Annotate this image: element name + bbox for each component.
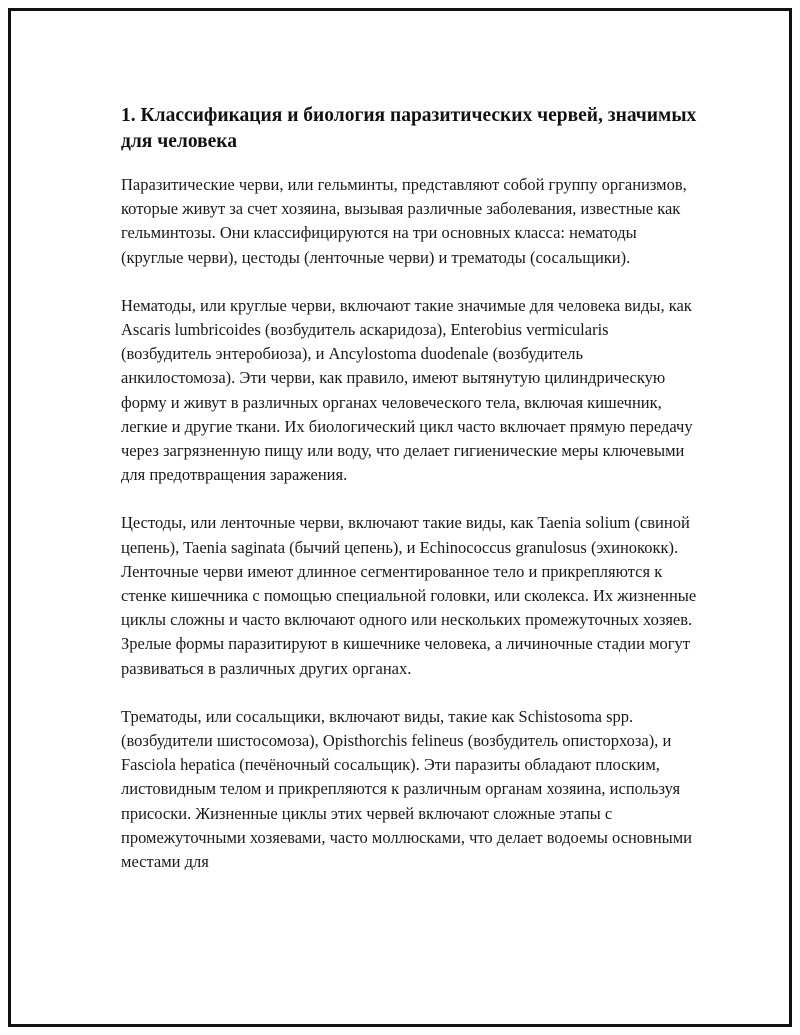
paragraph-trematodes: Трематоды, или сосальщики, включают виды, такие как Schistosoma spp. (возбудители шистосомоза), Opisthorchis felineus (возбудитель описторхоза), и Fasciola hepatica (печёночный сосальщик). Эти паразиты обладают плоским, листовидным телом и прикрепляются к различным органам хозяина, используя присоски. Жизненные циклы этих червей включают сложные этапы с промежуточными хозяевами, часто моллюсками, что делает водоемы основными местами для	[121, 706, 693, 872]
paragraph-cestodes: Цестоды, или ленточные черви, включают такие виды, как Taenia solium (свиной цепень), Taenia saginata (бычий цепень), и Echinococcus granulosus (эхинококк). Ленточные черви имеют длинное сегментированное тело и прикрепляются к стенке кишечника с помощью специальной головки, или сколекса. Их жизненные циклы сложны и часто включают одного или нескольких промежуточных хозяев. Зрелые формы паразитируют в кишечнике человека, а личиночные стадии могут развиваться в различных других органах.	[121, 513, 697, 678]
paragraph-intro: Паразитические черви, или гельминты, представляют собой группу организмов, которые живут за счет хозяина, вызывая различные заболевания, известные как гельминтозы. Они классифицируются на три основных класса: нематоды (круглые черви), цестоды (ленточные черви) и трематоды (сосальщики).	[121, 175, 687, 267]
section-heading: 1. Классификация и биология паразитических червей, значимых для человека	[121, 105, 697, 152]
page-frame	[8, 8, 792, 1027]
document-body	[121, 103, 701, 898]
paragraph-nematodes: Нематоды, или круглые черви, включают такие значимые для человека виды, как Ascaris lumbricoides (возбудитель аскаридоза), Enterobius vermicularis (возбудитель энтеробиоза), и Ancylostoma duodenale (возбудитель анкилостомоза). Эти черви, как правило, имеют вытянутую цилиндрическую форму и живут в различных органах человеческого тела, включая кишечник, легкие и другие ткани. Их биологический цикл часто включает прямую передачу через загрязненную пищу или воду, что делает гигиенические меры ключевыми для предотвращения заражения.	[121, 295, 693, 485]
